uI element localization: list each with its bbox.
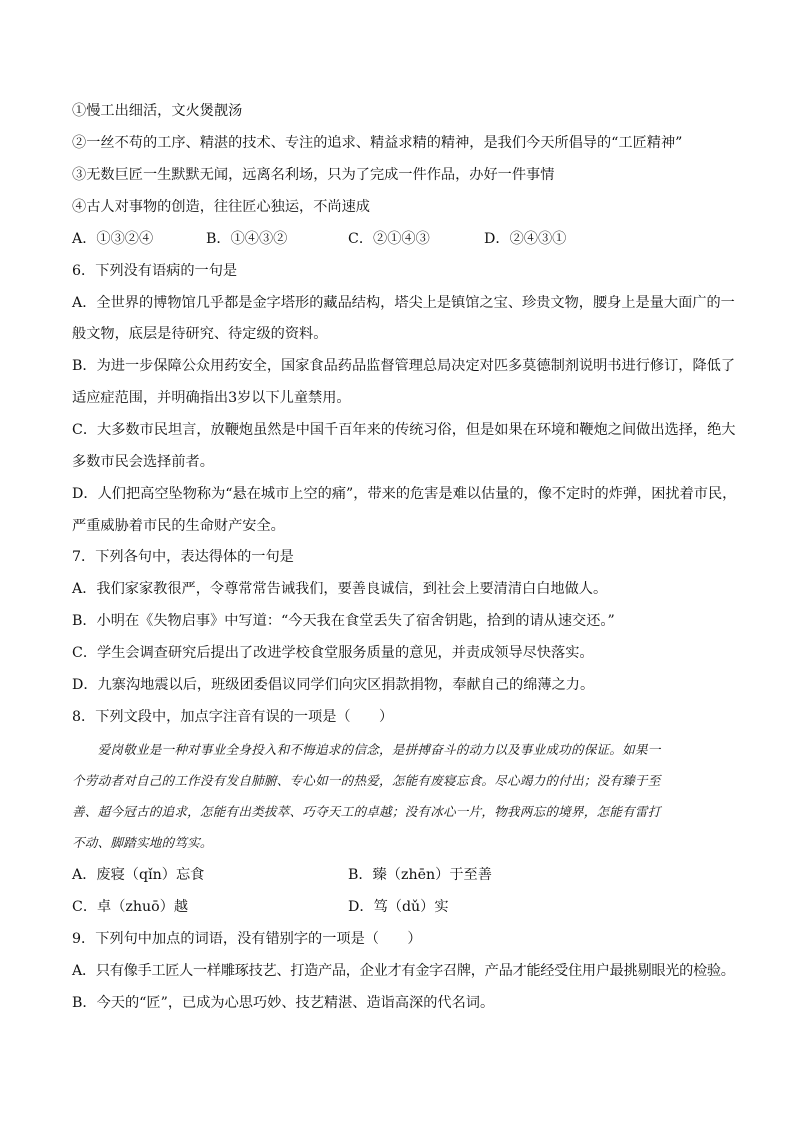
q5-option-c: C．②①④③ — [348, 231, 430, 247]
q9-option-a: A．只有像手工匠人一样雕琢技艺、打造产品，企业才有金字召牌，产品才能经受住用户最挑剔眼光的检验。 — [72, 963, 735, 979]
q8-option-c: C．卓（zhuō）越 — [72, 899, 189, 915]
q6-stem: 6．下列没有语病的一句是 — [72, 263, 238, 279]
q6-option-b-line-1: B．为进一步保障公众用药安全，国家食品药品监督管理总局决定对匹多莫德制剂说明书进行修订，降低了 — [72, 358, 736, 374]
q9-stem: 9．下列句中加点的词语，没有错别字的一项是（ ） — [72, 931, 422, 947]
q5-item-3: ③无数巨匠一生默默无闻，远离名利场，只为了完成一件作品，办好一件事情 — [72, 167, 555, 183]
q6-option-a-line-2: 般文物，底层是待研究、待定级的资料。 — [72, 326, 328, 342]
q7-option-a: A．我们家家教很严，令尊常常告诫我们，要善良诚信，到社会上要清清白白地做人。 — [72, 581, 608, 597]
q9-option-b: B．今天的“匠”，已成为心思巧妙、技艺精湛、造诣高深的代名词。 — [72, 995, 495, 1011]
q8-passage-line-4: 不动、脚踏实地的笃实。 — [72, 835, 213, 850]
q8-option-d: D．笃（dǔ）实 — [348, 899, 449, 915]
q8-stem: 8．下列文段中，加点字注音有误的一项是（ ） — [72, 709, 394, 725]
q8-passage-line-1: 爱岗敬业是一种对事业全身投入和不悔追求的信念，是拼搏奋斗的动力以及事业成功的保证。如果一 — [72, 742, 661, 757]
q5-item-4: ④古人对事物的创造，往往匠心独运，不尚速成 — [72, 199, 370, 215]
q5-option-b: B．①④③② — [206, 231, 288, 247]
q7-stem: 7．下列各句中，表达得体的一句是 — [72, 549, 294, 565]
q5-item-2: ②一丝不苟的工序、精湛的技术、专注的追求、精益求精的精神，是我们今天所倡导的“工匠精神” — [72, 135, 683, 151]
q6-option-d-line-2: 严重威胁着市民的生命财产安全。 — [72, 518, 285, 534]
q6-option-a-line-1: A．全世界的博物馆几乎都是金字塔形的藏品结构，塔尖上是镇馆之宝、珍贵文物，腰身上是量大面广的一 — [72, 295, 735, 311]
q8-passage-line-3: 善、超今冠古的追求，怎能有出类拔萃、巧夺天工的卓越；没有冰心一片，物我两忘的境界，怎能有雷打 — [72, 804, 661, 819]
q5-option-d: D．②④③① — [484, 231, 567, 247]
q5-item-1: ①慢工出细活，文火煲靓汤 — [72, 103, 243, 119]
q6-option-b-line-2: 适应症范围，并明确指出3岁以下儿童禁用。 — [72, 390, 351, 406]
q8-option-a: A．废寝（qǐn）忘食 — [72, 867, 205, 883]
q7-option-b: B．小明在《失物启事》中写道：“今天我在食堂丢失了宿舍钥匙，拾到的请从速交还。” — [72, 613, 615, 629]
q6-option-c-line-1: C．大多数市民坦言，放鞭炮虽然是中国千百年来的传统习俗，但是如果在环境和鞭炮之间做出选择，绝大 — [72, 422, 736, 438]
q6-option-c-line-2: 多数市民会选择前者。 — [72, 454, 214, 470]
q6-option-d-line-1: D．人们把高空坠物称为“悬在城市上空的痛”，带来的危害是难以估量的，像不定时的炸弹，困扰着市民， — [72, 486, 737, 502]
q7-option-c: C．学生会调查研究后提出了改进学校食堂服务质量的意见，并责成领导尽快落实。 — [72, 645, 594, 661]
q5-option-a: A．①③②④ — [72, 231, 154, 247]
q8-option-b: B．臻（zhēn）于至善 — [348, 867, 492, 883]
q8-passage-line-2: 个劳动者对自己的工作没有发自肺腑、专心如一的热爱，怎能有废寝忘食。尽心竭力的付出；没有臻于至 — [72, 773, 661, 788]
q7-option-d: D．九寨沟地震以后，班级团委倡议同学们向灾区捐款捐物，奉献自己的绵薄之力。 — [72, 677, 595, 693]
